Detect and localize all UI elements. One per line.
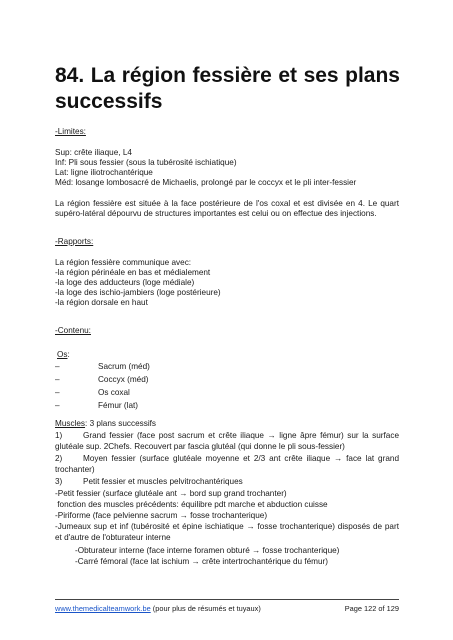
limites-paragraph-line2: supéro-latéral dépourvu de structures importantes est celui ou on effectue des injections.: [55, 209, 377, 218]
footer: [55, 604, 399, 614]
page-title-line1: 84. La région fessière et ses plans: [55, 64, 400, 87]
muscles-heading: [55, 419, 156, 429]
muscle-number: 2): [55, 454, 63, 463]
section-heading-contenu: -Contenu:: [55, 326, 91, 335]
jumeaux-line2: et d'autre de l'obturateur interne: [55, 533, 171, 542]
sub-line: fonction des muscles précédents: équilibre pdt marche et abduction cuisse: [55, 500, 328, 509]
page-of: of: [376, 604, 387, 613]
section-heading-rapports: -Rapports:: [55, 237, 94, 246]
limit-sup: Sup: crête iliaque, L4: [55, 148, 132, 157]
sub-line: -Piriforme (face pelvienne sacrum → fosse trochanterique): [55, 511, 268, 520]
section-heading-limites: -Limites:: [55, 127, 86, 136]
limit-inf: Inf: Pli sous fessier (sous la tubérosité ischiatique): [55, 158, 237, 167]
page-current: 122: [364, 604, 377, 613]
page-number: [345, 604, 399, 614]
muscle-moyen-fessier-line1: Moyen fessier (surface glutéale moyenne et 2/3 ant crête iliaque → face lat grand: [83, 454, 399, 463]
muscle-petit-fessier-heading: Petit fessier et muscles pelvitrochantériques: [83, 477, 243, 486]
muscle-number: 1): [55, 431, 63, 440]
rapports-line: -la région dorsale en haut: [55, 298, 148, 307]
muscles-intro: : 3 plans successifs: [85, 419, 157, 428]
footer-note: (pour plus de résumés et tuyaux): [150, 604, 261, 613]
jumeaux-line1: -Jumeaux sup et inf (tubérosité et épine ischiatique → fosse trochanterique) disposés de part: [55, 522, 399, 531]
footer-divider: [55, 599, 399, 600]
os-item: Os coxal: [98, 388, 130, 397]
page-total: 129: [386, 604, 399, 613]
os-item: Sacrum (méd): [98, 362, 150, 371]
os-heading: [57, 350, 70, 360]
limit-lat: Lat: ligne iliotrochantérique: [55, 168, 153, 177]
page-prefix: Page: [344, 604, 365, 613]
muscles-label: Muscles: [55, 419, 86, 428]
muscle-number: 3): [55, 477, 63, 486]
muscle-moyen-fessier-line2: trochanter): [55, 465, 95, 474]
os-item: Coccyx (méd): [98, 375, 149, 384]
rapports-line: -la région périnéale en bas et médialement: [55, 268, 211, 277]
indented-line: -Obturateur interne (face interne foramen obturé → fosse trochanterique): [75, 546, 340, 555]
limites-paragraph-line1: La région fessière est située à la face postérieure de l'os coxal et est divisée en 4. Le quart: [55, 199, 399, 208]
os-label: Os: [57, 350, 68, 359]
bullet-dash: –: [55, 362, 60, 371]
os-colon: :: [67, 350, 70, 359]
bullet-dash: –: [55, 388, 60, 397]
limit-med: Méd: losange lombosacré de Michaelis, prolongé par le coccyx et le pli inter-fessier: [55, 178, 357, 187]
rapports-line: -la loge des adducteurs (loge médiale): [55, 278, 195, 287]
rapports-line: -la loge des ischio-jambiers (loge postérieure): [55, 288, 221, 297]
rapports-line: La région fessière communique avec:: [55, 258, 192, 267]
muscle-grand-fessier-line1: Grand fessier (face post sacrum et crête iliaque → ligne âpre fémur) sur la surface: [83, 431, 399, 440]
page-title-line2: successifs: [55, 90, 163, 113]
footer-website-link[interactable]: www.themedicalteamwork.be: [55, 604, 151, 613]
muscle-grand-fessier-line2: glutéale sup. 2Chefs. Recouvert par fascia glutéal (qui donne le pli sous-fessier): [55, 442, 345, 451]
sub-line: -Petit fessier (surface glutéale ant → bord sup grand trochanter): [55, 489, 287, 498]
bullet-dash: –: [55, 375, 60, 384]
bullet-dash: –: [55, 401, 60, 410]
indented-line: -Carré fémoral (face lat ischium → crête intertrochantérique du fémur): [75, 557, 328, 566]
os-item: Fémur (lat): [98, 401, 139, 410]
